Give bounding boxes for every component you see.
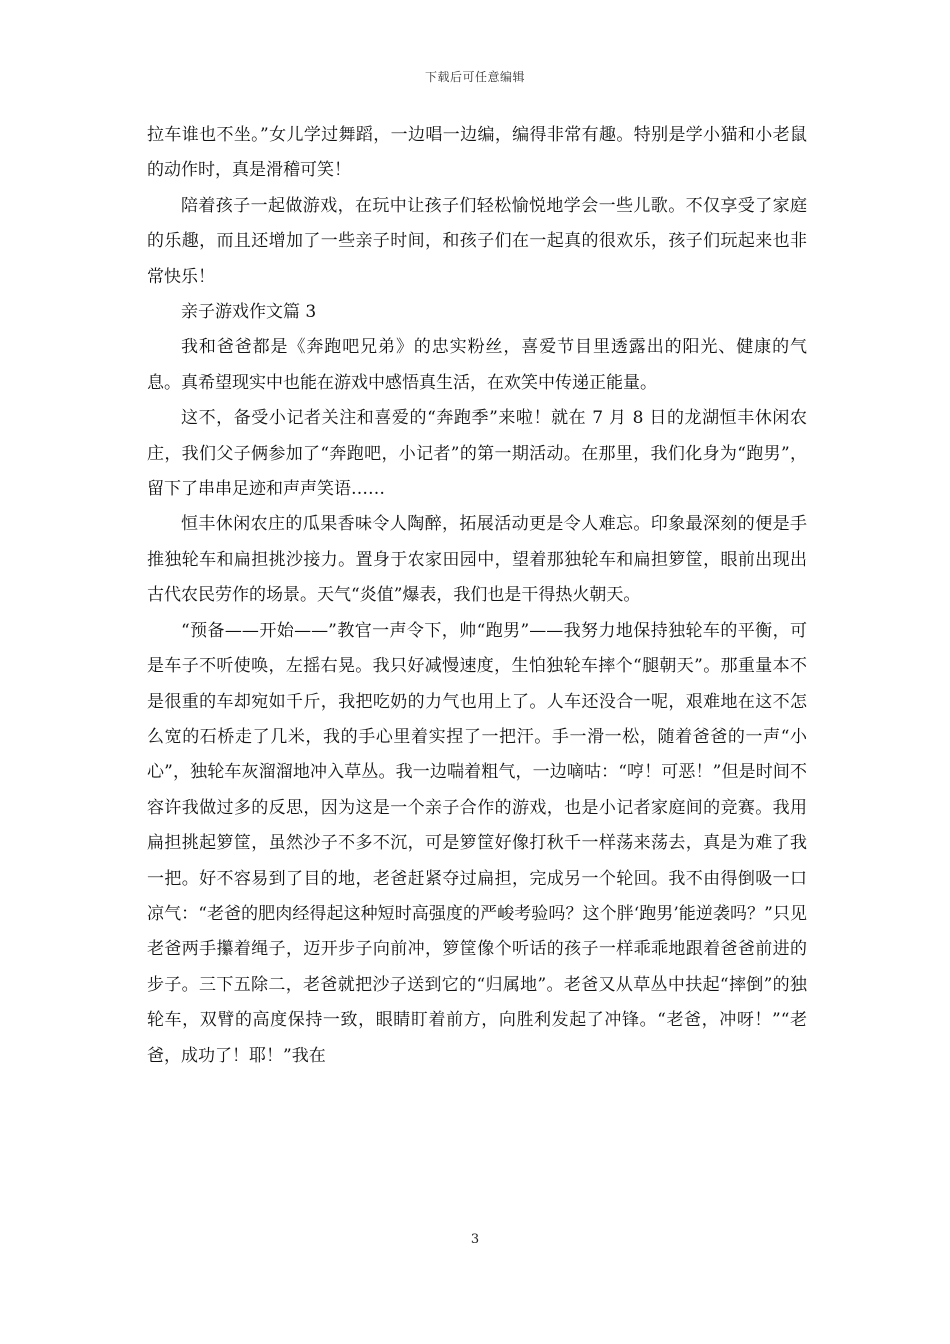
paragraph: 这不，备受小记者关注和喜爱的“奔跑季”来啦！就在 7 月 8 日的龙湖恒丰休闲农庄，我们父子俩参加了“奔跑吧，小记者”的第一期活动。在那里，我们化身为“跑男”，留下了串串足迹和声声笑语…… bbox=[147, 408, 807, 500]
paragraph: 恒丰休闲农庄的瓜果香味令人陶醉，拓展活动更是令人难忘。印象最深刻的便是手推独轮车和扁担挑沙接力。置身于农家田园中，望着那独轮车和扁担箩筐，眼前出现出古代农民劳作的场景。天气“炎值”爆表，我们也是干得热火朝天。 bbox=[147, 514, 807, 606]
document-body bbox=[147, 118, 807, 1074]
page-number: 3 bbox=[470, 1232, 480, 1247]
page-header: 下载后可任意编辑 bbox=[424, 70, 525, 84]
paragraph: 我和爸爸都是《奔跑吧兄弟》的忠实粉丝，喜爱节目里透露出的阳光、健康的气息。真希望现实中也能在游戏中感悟真生活，在欢笑中传递正能量。 bbox=[147, 337, 807, 393]
paragraph-continuation: 拉车谁也不坐。”女儿学过舞蹈，一边唱一边编，编得非常有趣。特别是学小猫和小老鼠的动作时，真是滑稽可笑！ bbox=[147, 125, 807, 181]
paragraph: 陪着孩子一起做游戏，在玩中让孩子们轻松愉悦地学会一些儿歌。不仅享受了家庭的乐趣，而且还增加了一些亲子时间，和孩子们在一起真的很欢乐，孩子们玩起来也非常快乐！ bbox=[147, 195, 807, 287]
section-title: 亲子游戏作文篇 3 bbox=[181, 302, 317, 323]
paragraph: “预备——开始——”教官一声令下，帅“跑男”——我努力地保持独轮车的平衡，可是车子不听使唤，左摇右晃。我只好减慢速度，生怕独轮车摔个“腿朝天”。那重量本不是很重的车却宛如千斤，我把吃奶的力气也用上了。人车还没合一呢，艰难地在这不怎么宽的石桥走了几米，我的手心里着实捏了一把汗。手一滑一松，随着爸爸的一声“小心”，独轮车灰溜溜地冲入草丛。我一边喘着粗气，一边嘀咕：“哼！可恶！”但是时间不容许我做过多的反思，因为这是一个亲子合作的游戏，也是小记者家庭间的竞赛。我用扁担挑起箩筐，虽然沙子不多不沉，可是箩筐好像打秋千一样荡来荡去，真是为难了我一把。好不容易到了目的地，老爸赶紧夺过扁担，完成另一个轮回。我不由得倒吸一口凉气：“老爸的肥肉经得起这种短时高强度的严峻考验吗？这个胖‘跑男’能逆袭吗？”只见老爸两手攥着绳子，迈开步子向前冲，箩筐像个听话的孩子一样乖乖地跟着爸爸前进的步子。三下五除二，老爸就把沙子送到它的“归属地”。老爸又从草丛中扶起“摔倒”的独轮车，双臂的高度保持一致，眼睛盯着前方，向胜利发起了冲锋。“老爸，冲呀！”“老爸，成功了！耶！”我在 bbox=[147, 620, 807, 1066]
